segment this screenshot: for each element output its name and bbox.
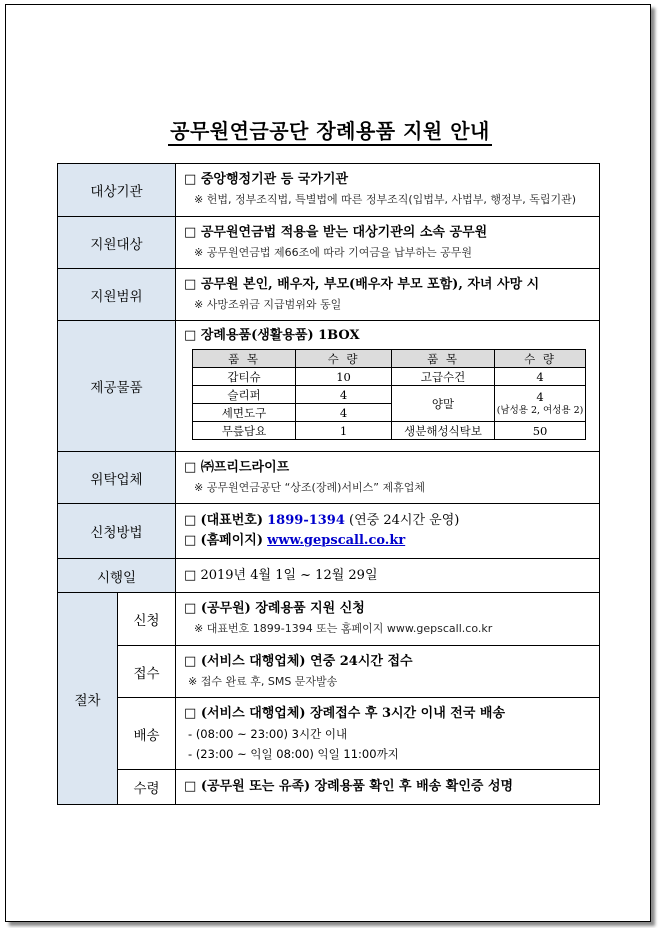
row-procedure-receive [58,646,600,698]
note-text: ※ 사망조위금 지급범위와 동일 [194,297,342,311]
row-vendor [58,452,600,504]
row-target-org [58,164,600,217]
row-content: □ (서비스 대행업체) 연중 24시간 접수 ※ 접수 완료 후, SMS 문자발송 [176,646,600,698]
row-effective-date [58,559,600,593]
row-label: 위탁업체 [58,452,176,504]
row-label: 제공물품 [58,321,176,452]
item-name: 고급수건 [392,368,495,386]
item-name: 생분해성식탁보 [392,422,495,440]
header-cell: 품 목 [193,350,296,368]
goods-header-row [193,350,586,368]
step-label: 배송 [118,698,176,770]
main-text: 2019년 4월 1일 ~ 12월 29일 [200,567,378,583]
item-qty: 10 [296,368,392,386]
note-text: ※ 헌법, 정부조직법, 특별법에 따른 정부조직(입법부, 사법부, 행정부, 독립기관) [194,193,577,206]
goods-row [193,422,586,440]
main-text: (공무원) 장례용품 지원 신청 [200,601,365,616]
goods-row [193,386,586,404]
note-text: ※ 대표번호 1899-1394 또는 홈페이지 www.gepscall.co.kr [194,622,493,635]
note-text: ※ 공무원연금법 제66조에 따라 기여금을 납부하는 공무원 [194,245,472,259]
main-text: (공무원 또는 유족) 장례용품 확인 후 배송 확인증 성명 [200,779,514,794]
row-content: □ 장례용품(생활용품) 1BOX 품 목 수 량 품 목 수 량 갑티슈 10 고급수건 4 슬리퍼 4 양말 4 (남성용 2, 여성용 2) 세면도구 4 무릎담요 1 생분해성식탁보 50 [176,321,600,452]
web-prefix: (홈페이지) [200,533,263,548]
main-text: 장례용품(생활용품) 1BOX [200,328,360,343]
item-qty-note: (남성용 2, 여성용 2) [496,404,584,416]
item-qty: 4 [296,386,392,404]
dash-text: - (08:00 ~ 23:00) 3시간 이내 [188,726,348,741]
header-cell: 수 량 [495,350,586,368]
main-text: 중앙행정기관 등 국가기관 [200,172,349,187]
row-content: □ (대표번호) 1899-1394 (연중 24시간 운영) □ (홈페이지) www.gepscall.co.kr [176,504,600,559]
row-content: □ 중앙행정기관 등 국가기관 ※ 헌법, 정부조직법, 특별법에 따른 정부조직(입법부, 사법부, 행정부, 독립기관) [176,164,600,217]
item-name: 슬리퍼 [193,386,296,404]
row-procedure-apply [58,593,600,646]
item-qty: 4 [495,368,586,386]
row-content: □ 공무원연금법 적용을 받는 대상기관의 소속 공무원 ※ 공무원연금법 제66조에 따라 기여금을 납부하는 공무원 [176,217,600,269]
row-procedure-delivery [58,698,600,770]
step-label: 접수 [118,646,176,698]
item-qty: 4 [296,404,392,422]
note-text: ※ 접수 완료 후, SMS 문자발송 [188,674,338,688]
row-label: 신청방법 [58,504,176,559]
item-qty: 1 [296,422,392,440]
goods-table [192,349,586,440]
row-content: □ ㈜프리드라이프 ※ 공무원연금공단 “상조(장례)서비스” 제휴업체 [176,452,600,504]
row-goods [58,321,600,452]
note-text: ※ 공무원연금공단 “상조(장례)서비스” 제휴업체 [194,480,425,494]
info-table [57,163,600,805]
main-text: ㈜프리드라이프 [200,459,290,475]
row-content: □ (서비스 대행업체) 장례접수 후 3시간 이내 전국 배송 - (08:00 ~ 23:00) 3시간 이내 - (23:00 ~ 익일 08:00) 익일 11:00까지 [176,698,600,770]
row-support-target [58,217,600,269]
item-name: 세면도구 [193,404,296,422]
item-name: 무릎담요 [193,422,296,440]
phone-suffix: (연중 24시간 운영) [349,513,460,528]
item-qty-cell [495,386,586,422]
row-label: 시행일 [58,559,176,593]
dash-text: - (23:00 ~ 익일 08:00) 익일 11:00까지 [188,746,399,761]
item-name: 갑티슈 [193,368,296,386]
row-content: □ 공무원 본인, 배우자, 부모(배우자 부모 포함), 자녀 사망 시 ※ 사망조위금 지급범위와 동일 [176,269,600,321]
row-content: □ 2019년 4월 1일 ~ 12월 29일 [176,559,600,593]
row-support-scope [58,269,600,321]
row-procedure-pickup [58,770,600,805]
row-label: 절차 [58,593,118,805]
phone-prefix: (대표번호) [200,513,263,528]
row-content: □ (공무원) 장례용품 지원 신청 ※ 대표번호 1899-1394 또는 홈페이지 www.gepscall.co.kr [176,593,600,646]
row-apply-method [58,504,600,559]
main-text: (서비스 대행업체) 연중 24시간 접수 [200,653,413,669]
row-content: □ (공무원 또는 유족) 장례용품 확인 후 배송 확인증 성명 [176,770,600,805]
header-cell: 수 량 [296,350,392,368]
goods-row [193,368,586,386]
row-label: 대상기관 [58,164,176,217]
main-text: 공무원 본인, 배우자, 부모(배우자 부모 포함), 자녀 사망 시 [200,276,540,292]
step-label: 신청 [118,593,176,646]
row-label: 지원범위 [58,269,176,321]
row-label: 지원대상 [58,217,176,269]
page-title: 공무원연금공단 장례용품 지원 안내 [0,115,660,144]
step-label: 수령 [118,770,176,805]
main-text: (서비스 대행업체) 장례접수 후 3시간 이내 전국 배송 [200,705,506,721]
phone-number[interactable]: 1899-1394 [267,513,345,528]
item-name: 양말 [392,386,495,422]
item-qty: 4 [536,389,544,404]
main-text: 공무원연금법 적용을 받는 대상기관의 소속 공무원 [200,224,488,240]
item-qty: 50 [495,422,586,440]
header-cell: 품 목 [392,350,495,368]
homepage-link[interactable]: www.gepscall.co.kr [267,533,406,548]
